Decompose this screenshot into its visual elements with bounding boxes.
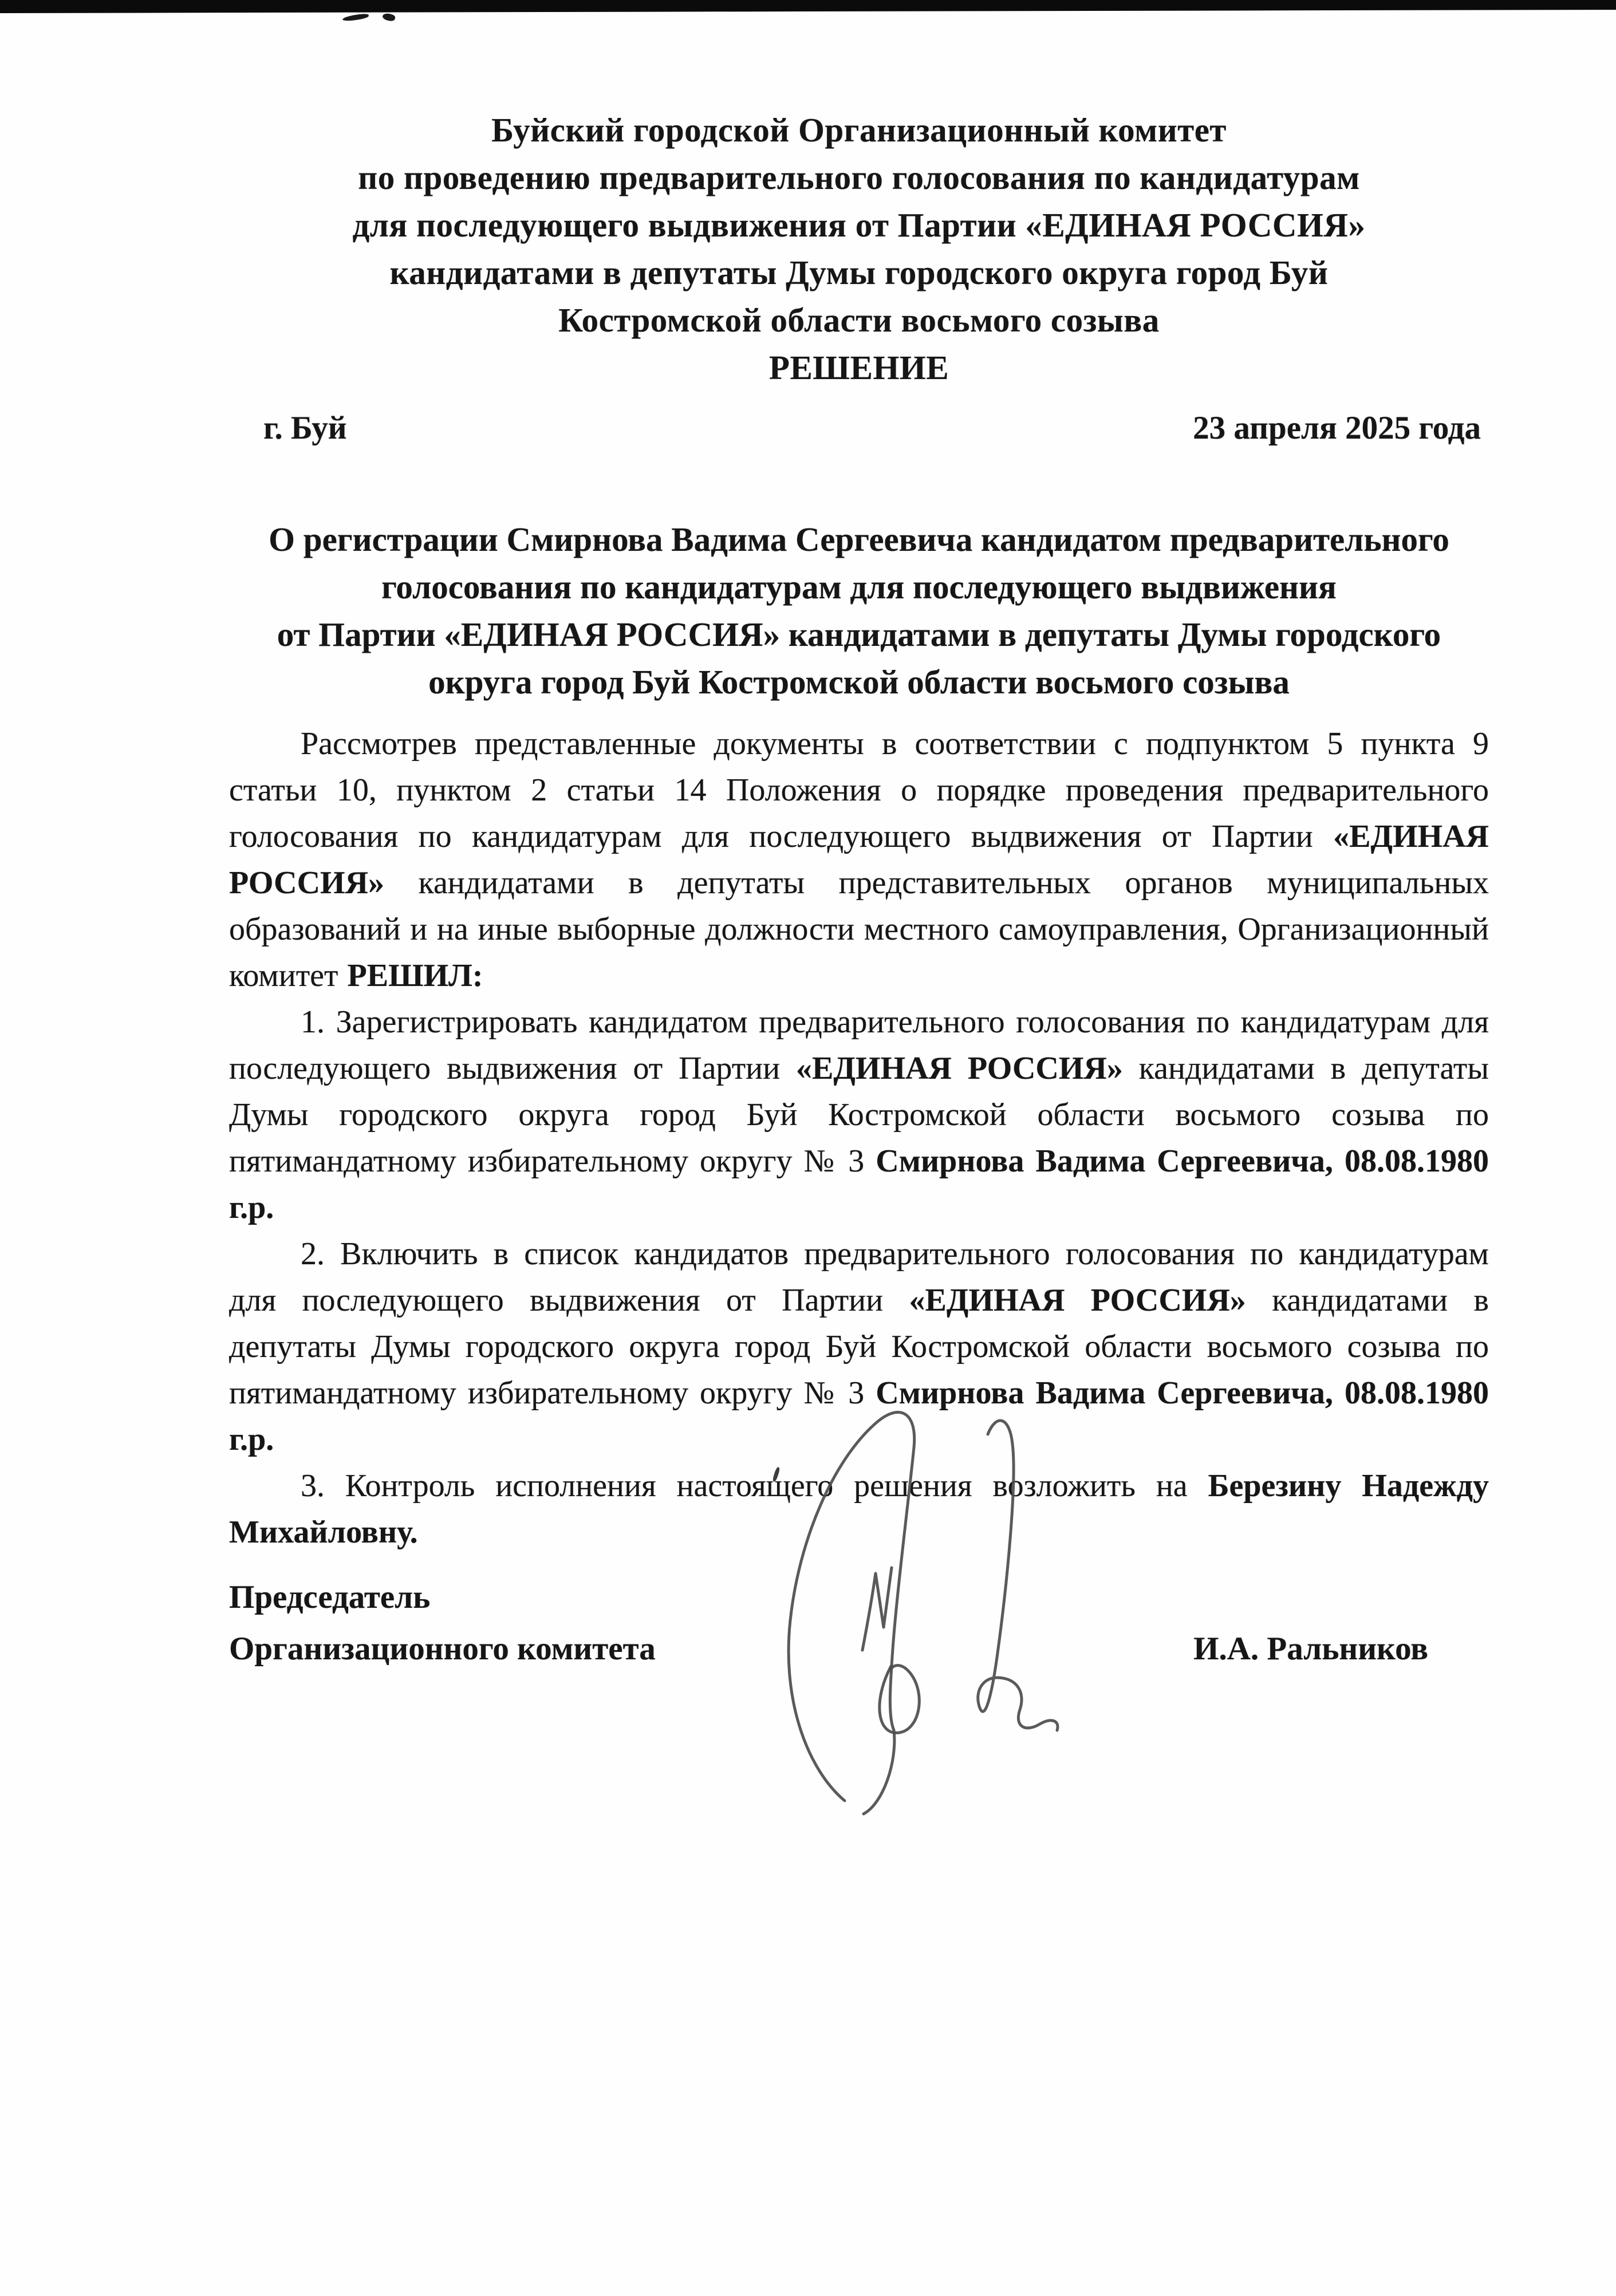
committee-header xyxy=(229,106,1489,392)
text-run: кандидатами в депутаты представительных органов муниципальных образований и на иные выборные должности местного самоуправления, Организационный комитет xyxy=(229,865,1489,993)
place-label: г. Буй xyxy=(263,410,347,446)
text-run: Рассмотрев представленные документы в соответствии с подпунктом 5 пункта 9 статьи 10, пунктом 2 статьи 14 Положения о порядке проведения предварительного голосования по кандидатурам для последующего выдвижения от Партии xyxy=(229,726,1489,854)
text-run: кандидатами в депутаты Думы городского округа город Буй Костромской области восьмого созыва по пятимандатному избирательному округу № 3 xyxy=(229,1051,1489,1179)
decision-item-1 xyxy=(229,999,1489,1231)
text-run: 1. Зарегистрировать кандидатом предварительного голосования по кандидатурам для последующего выдвижения от Партии xyxy=(229,1004,1489,1086)
header-line: по проведению предварительного голосования по кандидатурам xyxy=(358,159,1360,196)
text-run: 2. Включить в список кандидатов предварительного голосования по кандидатурам для последующего выдвижения от Партии xyxy=(229,1236,1489,1318)
controller-name-bold: Березину Надежду Михайловну. xyxy=(229,1468,1489,1550)
title-line: округа город Буй Костромской области восьмого созыва xyxy=(428,663,1290,701)
decision-title xyxy=(229,516,1489,706)
scan-speck xyxy=(342,13,369,22)
header-line: кандидатами в депутаты Думы городского округа город Буй xyxy=(389,254,1329,291)
header-line: Буйский городской Организационный комитет xyxy=(491,111,1227,149)
party-name-bold: «ЕДИНАЯ РОССИЯ» xyxy=(909,1283,1246,1318)
date-label: 23 апреля 2025 года xyxy=(1193,410,1481,446)
header-line: Костромской области восьмого созыва xyxy=(558,301,1160,339)
scan-speck xyxy=(382,13,396,22)
document-type-label: РЕШЕНИЕ xyxy=(768,349,949,386)
preamble-paragraph xyxy=(229,721,1489,999)
decision-item-2 xyxy=(229,1231,1489,1463)
title-line: голосования по кандидатурам для последующего выдвижения xyxy=(381,568,1337,606)
signature-block xyxy=(229,1572,1489,1675)
decision-item-3 xyxy=(229,1463,1489,1556)
document-content xyxy=(229,106,1489,1675)
title-line: от Партии «ЕДИНАЯ РОССИЯ» кандидатами в депутаты Думы городского xyxy=(277,616,1441,653)
header-line: для последующего выдвижения от Партии «ЕДИНАЯ РОССИЯ» xyxy=(352,206,1366,244)
signature-role-line-2: Организационного комитета xyxy=(229,1631,656,1667)
title-line: О регистрации Смирнова Вадима Сергеевича кандидатом предварительного xyxy=(269,520,1449,558)
place-date-line xyxy=(229,404,1489,452)
resolved-keyword-bold: РЕШИЛ: xyxy=(347,958,483,993)
signature-role-line-1: Председатель xyxy=(229,1579,431,1615)
text-run: кандидатами в депутаты Думы городского округа город Буй Костромской области восьмого созыва по пятимандатному избирательному округу № 3 xyxy=(229,1283,1489,1411)
candidate-name-bold: Смирнова Вадима Сергеевича, 08.08.1980 г.р. xyxy=(229,1143,1489,1225)
candidate-name-bold: Смирнова Вадима Сергеевича, 08.08.1980 г.р. xyxy=(229,1375,1489,1457)
signature-name: И.А. Ральников xyxy=(1193,1631,1428,1667)
party-name-bold: «ЕДИНАЯ РОССИЯ» xyxy=(229,819,1489,901)
scanner-edge-artifact xyxy=(0,0,1616,13)
decision-body xyxy=(229,721,1489,1556)
text-run: 3. Контроль исполнения настоящего решения возложить на xyxy=(301,1468,1208,1504)
party-name-bold: «ЕДИНАЯ РОССИЯ» xyxy=(796,1051,1123,1086)
